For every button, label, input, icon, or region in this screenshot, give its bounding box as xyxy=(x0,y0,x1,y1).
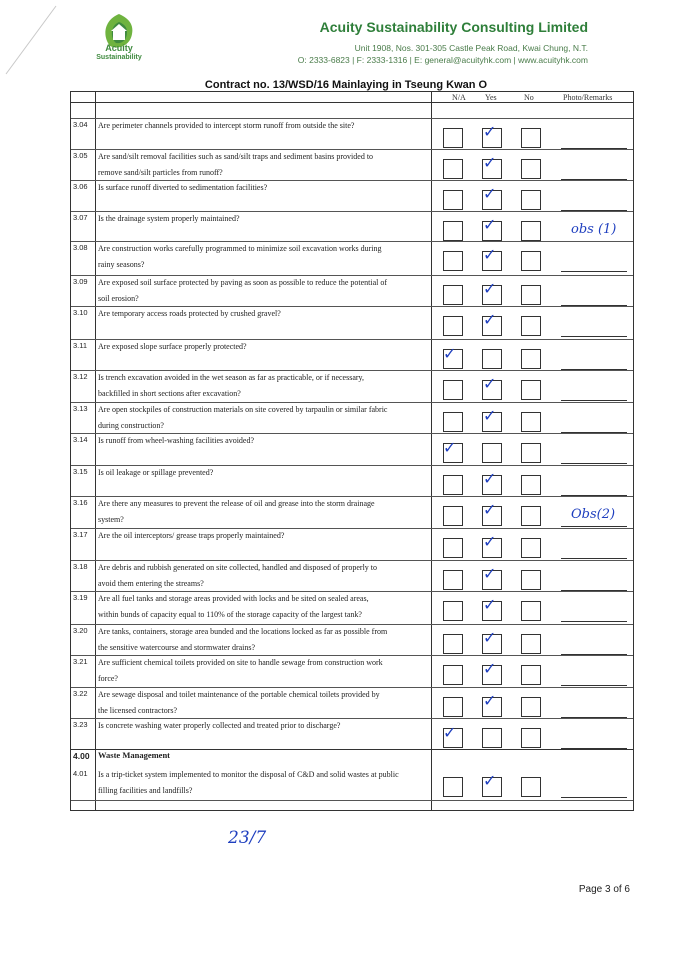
section-number: 4.00 xyxy=(73,751,90,761)
checkbox-no[interactable] xyxy=(521,285,541,305)
checkbox-no[interactable] xyxy=(521,443,541,463)
row-number: 3.17 xyxy=(73,530,88,539)
remark-text: obs (1) xyxy=(571,222,617,237)
question-text xyxy=(98,687,433,718)
tick-mark-icon: ✓ xyxy=(443,346,457,363)
question-line: Are sufficient chemical toilets provided on site to handle sewage from construction work xyxy=(98,658,383,667)
row-number: 3.23 xyxy=(73,720,88,729)
question-text xyxy=(98,465,433,481)
remarks-line xyxy=(561,463,627,464)
tick-mark-icon: ✓ xyxy=(443,725,457,742)
question-text xyxy=(98,275,433,306)
checkbox-na[interactable] xyxy=(443,634,463,654)
question-text xyxy=(98,718,433,734)
tick-mark-icon: ✓ xyxy=(483,773,497,790)
checkbox-no[interactable] xyxy=(521,777,541,797)
row-number: 3.19 xyxy=(73,593,88,602)
question-line: within bunds of capacity equal to 110% of the storage capacity of the largest tank? xyxy=(98,609,362,619)
checkbox-na[interactable] xyxy=(443,570,463,590)
tick-mark-icon: ✓ xyxy=(483,217,497,234)
question-text xyxy=(98,370,433,401)
tick-mark-icon: ✓ xyxy=(483,376,497,393)
question-line: filling facilities and landfills? xyxy=(98,785,193,795)
checkbox-yes[interactable] xyxy=(482,349,502,369)
checkbox-no[interactable] xyxy=(521,601,541,621)
address-line2: O: 2333-6823 | F: 2333-1316 | E: general@acuityhk.com | www.acuityhk.com xyxy=(297,55,588,65)
row-number: 3.16 xyxy=(73,498,88,507)
company-name: Acuity Sustainability Consulting Limited xyxy=(319,19,588,35)
remarks-line xyxy=(561,558,627,559)
question-text xyxy=(98,149,433,180)
tick-mark-icon: ✓ xyxy=(483,155,497,172)
question-line: Is trench excavation avoided in the wet season as far as practicable, or if necessary, xyxy=(98,373,365,382)
question-text xyxy=(98,180,433,196)
tick-mark-icon: ✓ xyxy=(483,312,497,329)
address-line1: Unit 1908, Nos. 301-305 Castle Peak Road, Kwai Chung, N.T. xyxy=(354,43,588,53)
tick-mark-icon: ✓ xyxy=(483,124,497,141)
question-text xyxy=(98,118,433,134)
tick-mark-icon: ✓ xyxy=(483,247,497,264)
checkbox-no[interactable] xyxy=(521,380,541,400)
question-line: Is runoff from wheel-washing facilities avoided? xyxy=(98,436,255,445)
tick-mark-icon: ✓ xyxy=(483,408,497,425)
row-number: 4.01 xyxy=(73,769,88,778)
tick-mark-icon: ✓ xyxy=(443,440,457,457)
question-line: backfilled in short sections after excavation? xyxy=(98,388,241,398)
checkbox-no[interactable] xyxy=(521,506,541,526)
question-line: Are there any measures to prevent the release of oil and grease into the storm drainage xyxy=(98,499,375,508)
row-number: 3.08 xyxy=(73,243,88,252)
checkbox-no[interactable] xyxy=(521,159,541,179)
row-number: 3.21 xyxy=(73,657,88,666)
checkbox-na[interactable] xyxy=(443,475,463,495)
question-text xyxy=(98,306,433,322)
row-number: 3.11 xyxy=(73,341,88,350)
logo-line2: Sustainability xyxy=(96,54,142,61)
section-title: Waste Management xyxy=(98,750,171,760)
row-number: 3.10 xyxy=(73,308,88,317)
checkbox-na[interactable] xyxy=(443,380,463,400)
checkbox-na[interactable] xyxy=(443,777,463,797)
column-header-na: N/A xyxy=(452,93,466,102)
checkbox-no[interactable] xyxy=(521,728,541,748)
remarks-line xyxy=(561,400,627,401)
row-number: 3.09 xyxy=(73,277,88,286)
corner-pencil-mark xyxy=(0,0,60,80)
tick-mark-icon: ✓ xyxy=(483,502,497,519)
question-text xyxy=(98,624,433,655)
checkbox-no[interactable] xyxy=(521,697,541,717)
handwritten-date: 23/7 xyxy=(228,828,267,848)
checkbox-na[interactable] xyxy=(443,251,463,271)
tick-mark-icon: ✓ xyxy=(483,597,497,614)
question-line: Is surface runoff diverted to sedimentation facilities? xyxy=(98,183,268,192)
contract-title: Contract no. 13/WSD/16 Mainlaying in Tseung Kwan O xyxy=(204,79,488,91)
question-line: Are construction works carefully programmed to minimize soil excavation works during xyxy=(98,244,382,253)
remarks-line xyxy=(561,797,627,798)
checkbox-na[interactable] xyxy=(443,128,463,148)
question-line: rainy seasons? xyxy=(98,259,145,269)
question-text xyxy=(98,496,433,527)
checkbox-na[interactable] xyxy=(443,665,463,685)
row-number: 3.05 xyxy=(73,151,88,160)
logo-text xyxy=(88,44,150,62)
tick-mark-icon: ✓ xyxy=(483,566,497,583)
question-text xyxy=(98,767,433,798)
row-number: 3.13 xyxy=(73,404,88,413)
tick-mark-icon: ✓ xyxy=(483,186,497,203)
checkbox-na[interactable] xyxy=(443,697,463,717)
question-line: Are perimeter channels provided to intercept storm runoff from outside the site? xyxy=(98,121,355,130)
tick-mark-icon: ✓ xyxy=(483,471,497,488)
question-line: Are debris and rubbish generated on site collected, handled and disposed of properly to xyxy=(98,563,378,572)
checkbox-no[interactable] xyxy=(521,128,541,148)
row-number: 3.15 xyxy=(73,467,88,476)
checkbox-no[interactable] xyxy=(521,412,541,432)
remarks-line xyxy=(561,526,627,527)
question-text xyxy=(98,560,433,591)
tick-mark-icon: ✓ xyxy=(483,661,497,678)
checkbox-no[interactable] xyxy=(521,190,541,210)
question-line: Are open stockpiles of construction materials on site covered by tarpaulin or similar fabric xyxy=(98,405,388,414)
page-number: Page 3 of 6 xyxy=(578,884,630,895)
question-text xyxy=(98,655,433,686)
logo-line1: Acuity xyxy=(105,43,133,53)
question-line: Are exposed slope surface properly protected? xyxy=(98,342,247,351)
question-line: Is a trip-ticket system implemented to monitor the disposal of C&D and solid wastes at public xyxy=(98,770,399,779)
checkbox-na[interactable] xyxy=(443,316,463,336)
tick-mark-icon: ✓ xyxy=(483,534,497,551)
row-number: 3.04 xyxy=(73,120,88,129)
column-header-remarks: Photo/Remarks xyxy=(563,93,613,102)
row-number: 3.14 xyxy=(73,435,88,444)
tick-mark-icon: ✓ xyxy=(483,693,497,710)
checkbox-na[interactable] xyxy=(443,538,463,558)
question-line: Is concrete washing water properly collected and treated prior to discharge? xyxy=(98,721,341,730)
remark-text: Obs(2) xyxy=(571,507,616,522)
row-number: 3.06 xyxy=(73,182,88,191)
question-line: Is the drainage system properly maintained? xyxy=(98,214,240,223)
checklist-table xyxy=(70,91,634,811)
row-number: 3.22 xyxy=(73,689,88,698)
checkbox-yes[interactable] xyxy=(482,443,502,463)
question-line: force? xyxy=(98,673,118,683)
checkbox-no[interactable] xyxy=(521,538,541,558)
row-number: 3.18 xyxy=(73,562,88,571)
question-text xyxy=(98,211,433,227)
question-text xyxy=(98,241,433,272)
question-line: Are exposed soil surface protected by paving as soon as possible to reduce the potential of xyxy=(98,278,388,287)
remarks-line xyxy=(561,685,627,686)
checkbox-na[interactable] xyxy=(443,506,463,526)
checkbox-na[interactable] xyxy=(443,221,463,241)
question-line: avoid them entering the streams? xyxy=(98,578,204,588)
question-line: during construction? xyxy=(98,420,164,430)
checkbox-no[interactable] xyxy=(521,475,541,495)
question-text xyxy=(98,402,433,433)
question-line: Are all fuel tanks and storage areas provided with locks and be sited on sealed areas, xyxy=(98,594,369,603)
question-text xyxy=(98,528,433,544)
question-line: Are the oil interceptors/ grease traps properly maintained? xyxy=(98,531,285,540)
remarks-line xyxy=(561,336,627,337)
checkbox-no[interactable] xyxy=(521,316,541,336)
checkbox-no[interactable] xyxy=(521,221,541,241)
question-text xyxy=(98,591,433,622)
checkbox-no[interactable] xyxy=(521,665,541,685)
question-line: soil erosion? xyxy=(98,293,139,303)
checkbox-no[interactable] xyxy=(521,570,541,590)
tick-mark-icon: ✓ xyxy=(483,281,497,298)
checkbox-no[interactable] xyxy=(521,251,541,271)
row-number: 3.12 xyxy=(73,372,88,381)
checkbox-na[interactable] xyxy=(443,285,463,305)
checkbox-yes[interactable] xyxy=(482,728,502,748)
question-line: system? xyxy=(98,514,124,524)
question-line: Are sand/silt removal facilities such as sand/silt traps and sediment basins provided to xyxy=(98,152,374,161)
checkbox-na[interactable] xyxy=(443,159,463,179)
company-address xyxy=(298,42,588,66)
column-header-yes: Yes xyxy=(485,93,497,102)
checkbox-na[interactable] xyxy=(443,601,463,621)
remarks-line xyxy=(561,621,627,622)
question-text xyxy=(98,433,433,449)
question-line: the licensed contractors? xyxy=(98,705,178,715)
checkbox-na[interactable] xyxy=(443,412,463,432)
question-text xyxy=(98,339,433,355)
question-line: Are temporary access roads protected by crushed gravel? xyxy=(98,309,281,318)
row-number: 3.07 xyxy=(73,213,88,222)
question-line: remove sand/silt particles from runoff? xyxy=(98,167,223,177)
question-line: Are sewage disposal and toilet maintenance of the portable chemical toilets provided by xyxy=(98,690,380,699)
row-number: 3.20 xyxy=(73,626,88,635)
question-line: the sensitive watercourse and stormwater drains? xyxy=(98,642,256,652)
remarks-line xyxy=(561,271,627,272)
tick-mark-icon: ✓ xyxy=(483,630,497,647)
checkbox-na[interactable] xyxy=(443,190,463,210)
question-line: Are tanks, containers, storage area bunded and the locations locked as far as possible from xyxy=(98,627,388,636)
column-header-no: No xyxy=(524,93,534,102)
checkbox-no[interactable] xyxy=(521,634,541,654)
question-line: Is oil leakage or spillage prevented? xyxy=(98,468,214,477)
row-divider xyxy=(71,800,633,801)
checkbox-no[interactable] xyxy=(521,349,541,369)
